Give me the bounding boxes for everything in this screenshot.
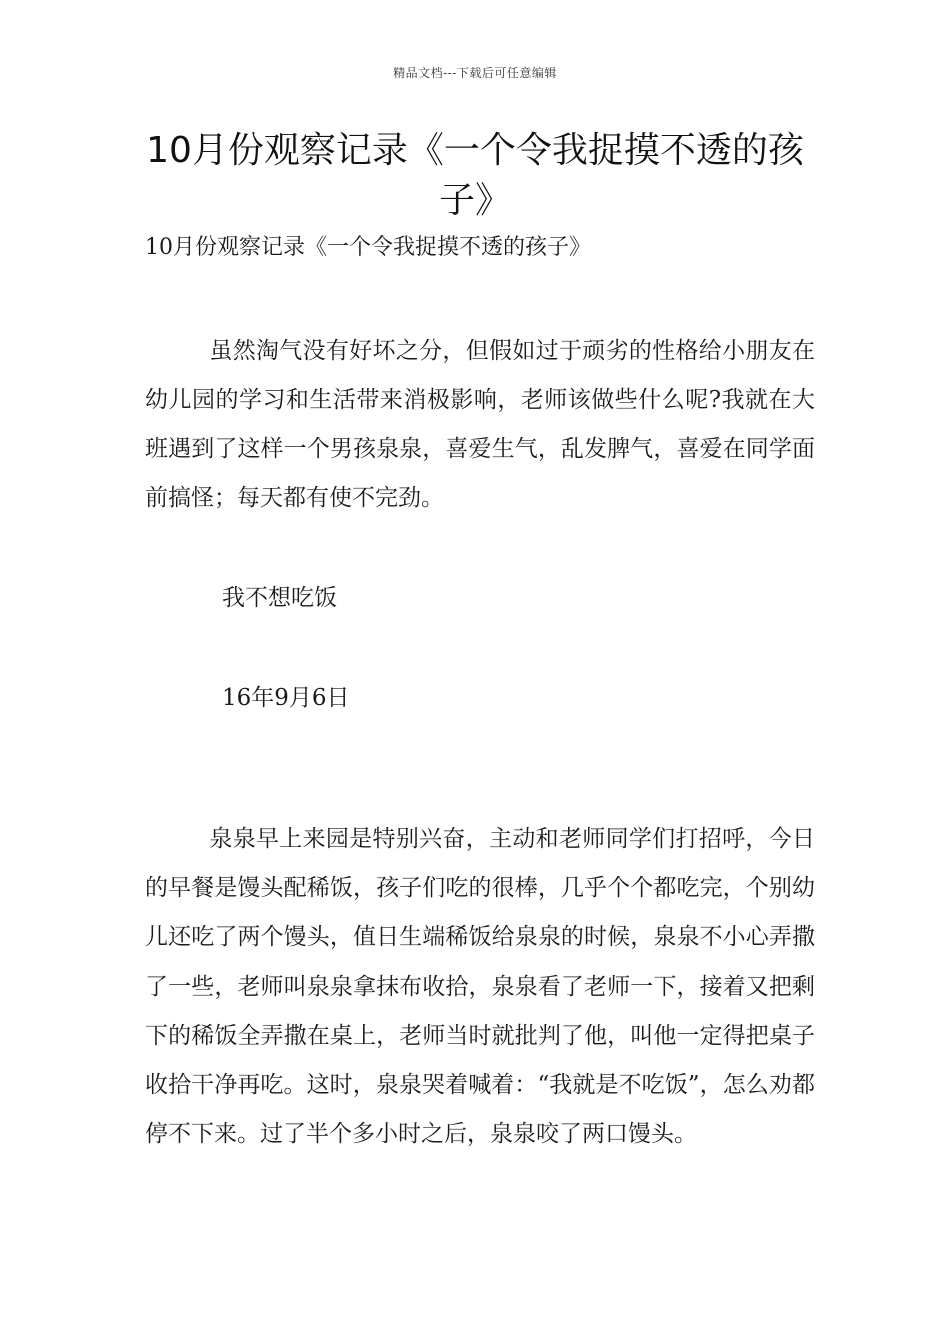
record-paragraph: 泉泉早上来园是特别兴奋，主动和老师同学们打招呼，今日的早餐是馒头配稀饭，孩子们吃的很棒，几乎个个都吃完，个别幼儿还吃了两个馒头，值日生端稀饭给泉泉的时候，泉泉不小心弄撒了一些，老师叫泉泉拿抹布收拾，泉泉看了老师一下，接着又把剩下的稀饭全弄撒在桌上，老师当时就批判了他，叫他一定得把桌子收拾干净再吃。这时，泉泉哭着喊着：“我就是不吃饭”，怎么劝都停不下来。过了半个多小时之后，泉泉咬了两口馒头。 <box>145 826 815 1148</box>
intro-paragraph: 虽然淘气没有好坏之分，但假如过于顽劣的性格给小朋友在幼儿园的学习和生活带来消极影响，老师该做些什么呢?我就在大班遇到了这样一个男孩泉泉，喜爱生气，乱发脾气，喜爱在同学面前搞怪；每天都有使不完劲。 <box>145 338 815 511</box>
document-title: 10月份观察记录《一个令我捉摸不透的孩子》 <box>146 130 804 221</box>
header-note: 精品文档---下载后可任意编辑 <box>393 66 557 80</box>
record-date: 16年9月6日 <box>222 685 350 711</box>
section-heading: 我不想吃饭 <box>222 585 337 611</box>
document-subtitle: 10月份观察记录《一个令我捉摸不透的孩子》 <box>145 235 591 260</box>
